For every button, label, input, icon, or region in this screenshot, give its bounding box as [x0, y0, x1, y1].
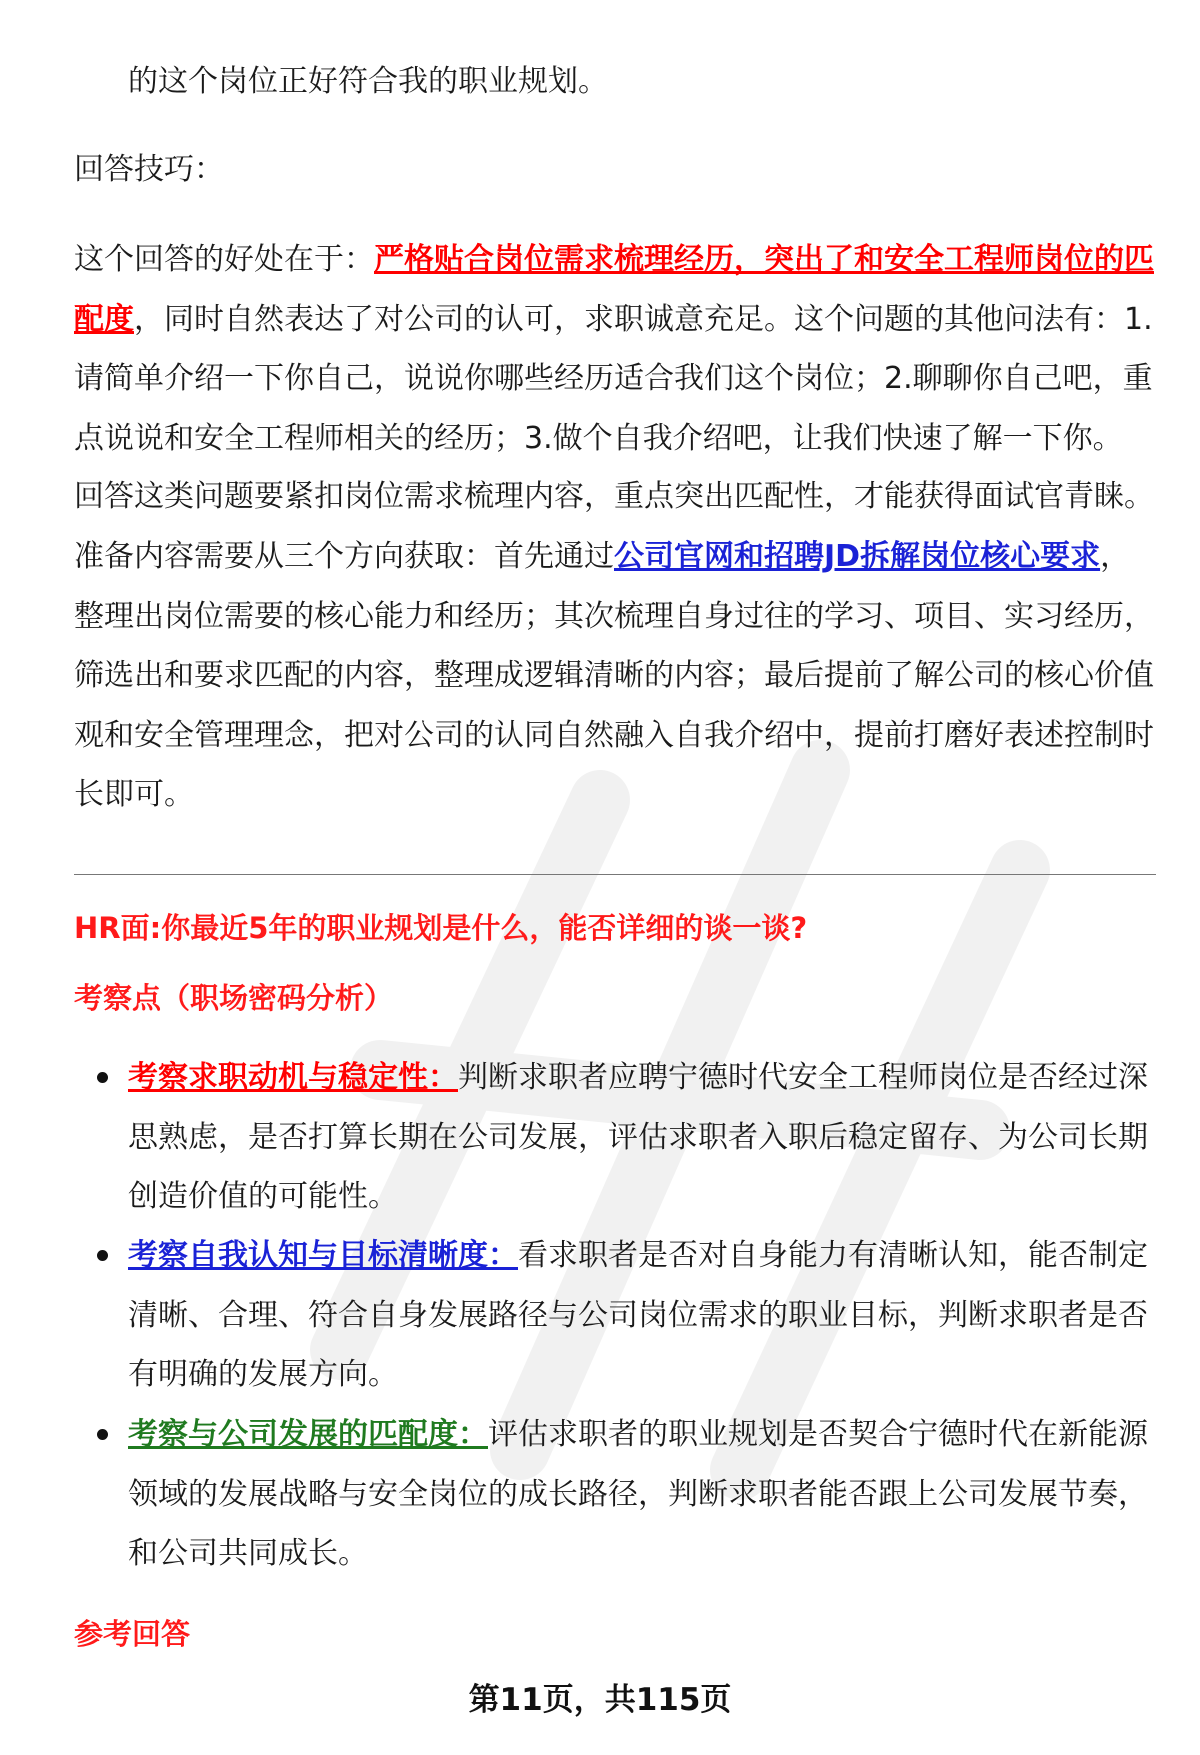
analysis-rest: ，同时自然表达了对公司的认可，求职诚意充足。这个问题的其他问法有：1.请简单介绍一下你自己，说说你哪些经历适合我们这个岗位；2.聊聊你自己吧，重点说说和安全工程师相关的经历；3.做个自我介绍吧，让我们快速了解一下你。	[74, 301, 1153, 456]
analysis-title: 考察点（职场密码分析）	[74, 981, 394, 1015]
bullet-text: 判断求职者应聘宁德时代安全工程师岗位是否经过深思熟虑，是否打算长期在公司发展，评估求职者入职后稳定留存、为公司长期创造价值的可能性。	[128, 1060, 1148, 1214]
bullet-dot-icon	[97, 1250, 108, 1261]
analysis-lead: 这个回答的好处在于：	[74, 242, 374, 277]
reference-title: 参考回答	[74, 1617, 191, 1651]
tips-label-text: 回答技巧：	[74, 152, 224, 187]
bullet-label: 考察求职动机与稳定性：	[128, 1060, 458, 1095]
page-number: 第11页，共115页	[468, 1682, 732, 1718]
bullet-text: 评估求职者的职业规划是否契合宁德时代在新能源领域的发展战略与安全岗位的成长路径，判断求职者能否跟上公司发展节奏，和公司共同成长。	[128, 1417, 1148, 1571]
bullet-label: 考察自我认知与目标清晰度：	[128, 1238, 518, 1273]
bullet-dot-icon	[97, 1429, 108, 1440]
bullet-paragraph	[128, 1226, 1156, 1405]
method-paragraph	[74, 467, 1156, 527]
bullet-dot-icon	[97, 1072, 108, 1083]
continuation-text: 的这个岗位正好符合我的职业规划。	[128, 64, 608, 99]
section-divider	[74, 874, 1156, 875]
tips-label	[74, 140, 1156, 200]
answer-analysis-paragraph	[74, 230, 1156, 468]
preparation-rest: ，整理出岗位需要的核心能力和经历；其次梳理自身过往的学习、项目、实习经历，筛选出和要求匹配的内容，整理成逻辑清晰的内容；最后提前了解公司的核心价值观和安全管理理念，把对公司的认同自然融入自我介绍中，提前打磨好表述控制时长即可。	[74, 539, 1154, 812]
bullet-paragraph	[128, 1048, 1156, 1227]
bullet-paragraph	[128, 1405, 1156, 1584]
analysis-highlight: 严格贴合岗位需求梳理经历，突出了和安全工程师岗位的匹配度	[74, 242, 1154, 337]
bullet-label: 考察与公司发展的匹配度：	[128, 1417, 488, 1452]
method-text: 回答这类问题要紧扣岗位需求梳理内容，重点突出匹配性，才能获得面试官青睐。	[74, 479, 1154, 514]
continuation-line	[128, 52, 1156, 112]
preparation-highlight: 公司官网和招聘JD拆解岗位核心要求	[614, 539, 1101, 574]
preparation-lead: 准备内容需要从三个方向获取：首先通过	[74, 539, 614, 574]
question-title: HR面:你最近5年的职业规划是什么，能否详细的谈一谈?	[74, 911, 808, 945]
preparation-paragraph	[74, 527, 1156, 825]
bullet-text: 看求职者是否对自身能力有清晰认知，能否制定清晰、合理、符合自身发展路径与公司岗位需求的职业目标，判断求职者是否有明确的发展方向。	[128, 1238, 1148, 1392]
